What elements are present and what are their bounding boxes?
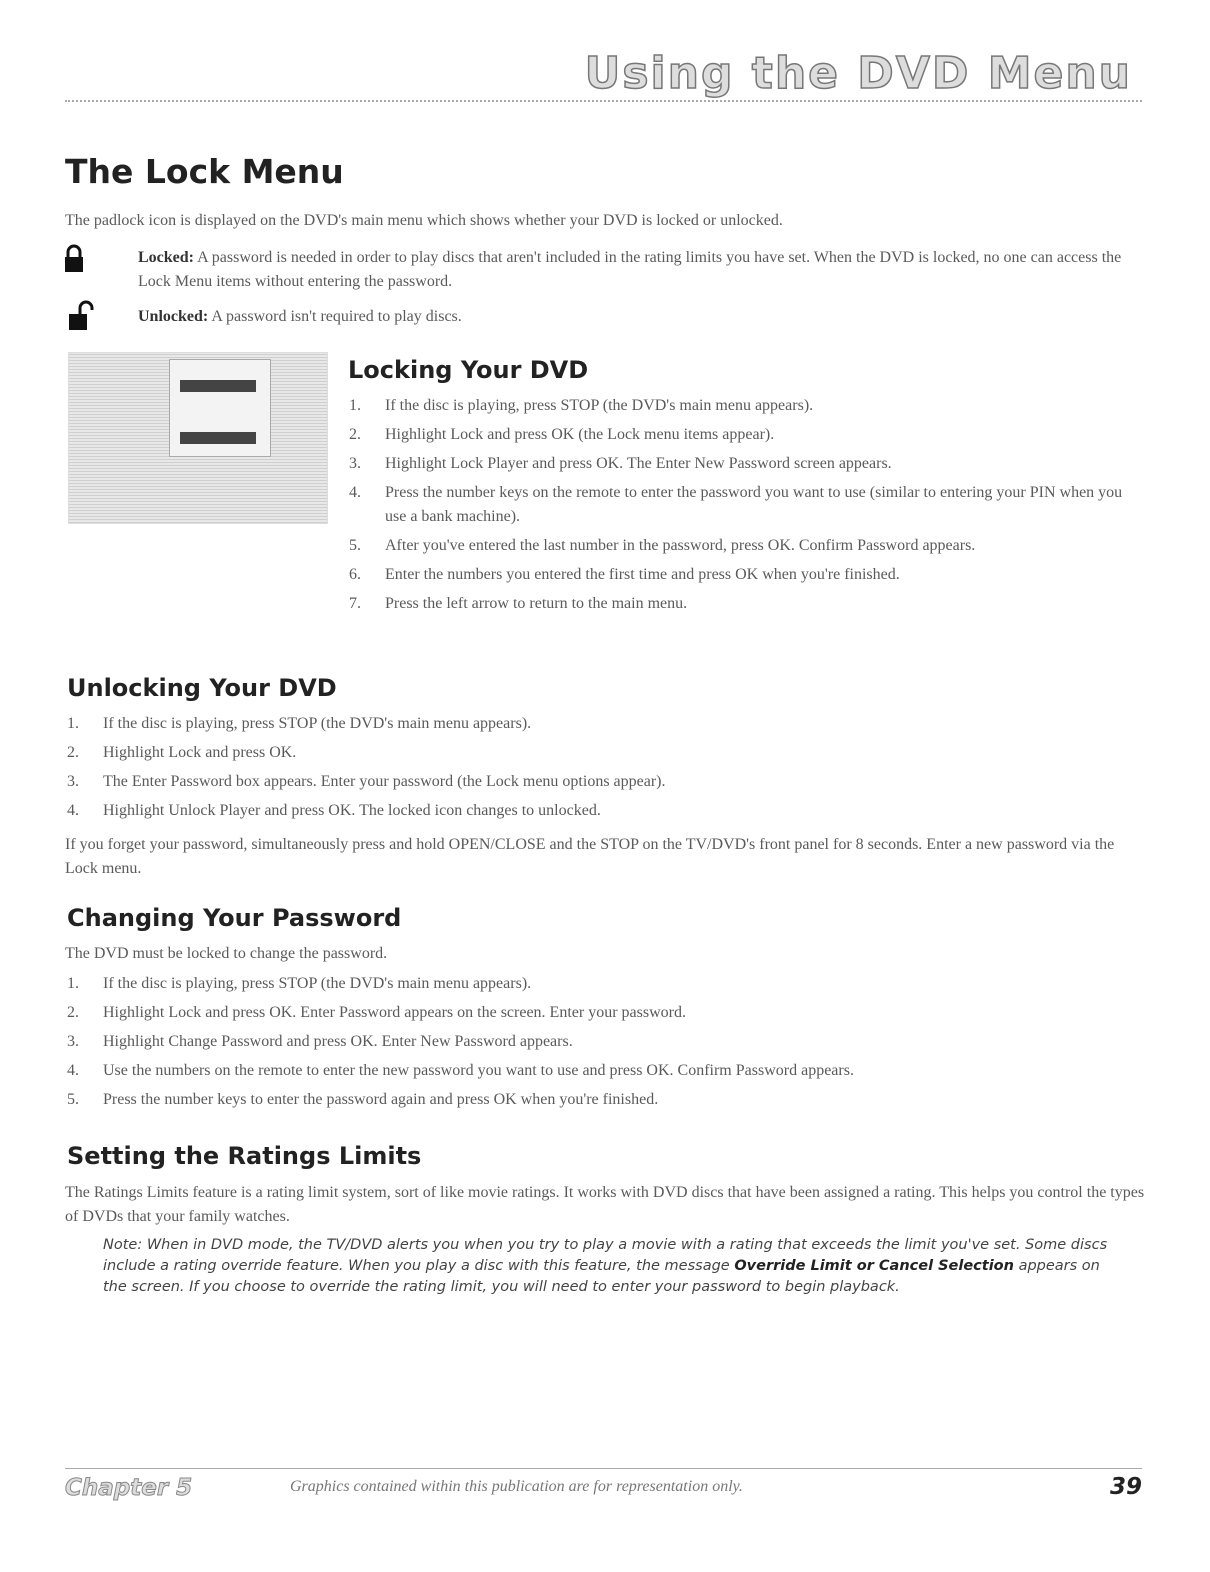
ratings-paragraph: The Ratings Limits feature is a rating limit system, sort of like movie ratings. It works with DVD discs that have been assigned a rating. This helps you control the types of DVDs that your family watches. bbox=[65, 1184, 1145, 1225]
list-item: 2. Highlight Lock and press OK. Enter Password appears on the screen. Enter your password. bbox=[67, 1004, 686, 1021]
override-message: Override Limit or Cancel Selection bbox=[734, 1258, 1014, 1274]
footer-disclaimer: Graphics contained within this publication are for representation only. bbox=[290, 1478, 743, 1495]
locked-padlock-icon bbox=[62, 244, 86, 274]
list-item: 1. If the disc is playing, press STOP (the DVD's main menu appears). bbox=[349, 397, 814, 414]
unlocked-padlock-icon bbox=[64, 300, 94, 332]
list-item: 3. Highlight Change Password and press OK. Enter New Password appears. bbox=[67, 1033, 573, 1050]
list-item: 4. Press the number keys on the remote to enter the password you want to use (similar to entering your PIN when you use a bank machine). bbox=[349, 484, 1123, 525]
footer-divider bbox=[65, 1468, 1142, 1469]
list-item: 2. Highlight Lock and press OK (the Lock menu items appear). bbox=[349, 426, 775, 443]
ratings-heading: Setting the Ratings Limits bbox=[67, 1142, 422, 1170]
list-item: 4. Highlight Unlock Player and press OK. The locked icon changes to unlocked. bbox=[67, 802, 601, 819]
page-number: 39 bbox=[1109, 1474, 1142, 1500]
section-header-title: Using the DVD Menu bbox=[584, 48, 1132, 99]
chapter-label: Chapter 5 bbox=[65, 1475, 193, 1501]
page-title: The Lock Menu bbox=[65, 152, 344, 191]
screenshot-menu-panel bbox=[169, 359, 271, 457]
list-item: 6. Enter the numbers you entered the first time and press OK when you're finished. bbox=[349, 566, 900, 583]
changing-heading: Changing Your Password bbox=[67, 904, 402, 932]
changing-steps bbox=[67, 972, 1147, 1117]
lock-menu-screenshot bbox=[68, 352, 328, 524]
locked-label: Locked: bbox=[138, 249, 194, 266]
locked-description bbox=[138, 246, 1138, 294]
locking-steps bbox=[349, 394, 1139, 621]
list-item: 2. Highlight Lock and press OK. bbox=[67, 744, 297, 761]
unlocking-heading: Unlocking Your DVD bbox=[67, 674, 337, 702]
forgot-password-paragraph: If you forget your password, simultaneously press and hold OPEN/CLOSE and the STOP on the TV/DVD's front panel for 8 seconds. Enter a new password via the Lock menu. bbox=[65, 836, 1115, 877]
changing-intro: The DVD must be locked to change the password. bbox=[65, 945, 388, 962]
list-item: 4. Use the numbers on the remote to enter the new password you want to use and press OK. Confirm Password appears. bbox=[67, 1062, 854, 1079]
list-item: 3. Highlight Lock Player and press OK. The Enter New Password screen appears. bbox=[349, 455, 892, 472]
locking-heading: Locking Your DVD bbox=[348, 356, 589, 384]
intro-paragraph: The padlock icon is displayed on the DVD's main menu which shows whether your DVD is locked or unlocked. bbox=[65, 212, 783, 229]
header-divider bbox=[65, 100, 1142, 102]
unlocked-description bbox=[138, 305, 1138, 329]
unlocked-label: Unlocked: bbox=[138, 308, 209, 325]
unlocking-steps bbox=[67, 712, 1147, 828]
list-item: 5. Press the number keys to enter the password again and press OK when you're finished. bbox=[67, 1091, 659, 1108]
unlocked-text: A password isn't required to play discs. bbox=[211, 308, 462, 325]
list-item: 5. After you've entered the last number in the password, press OK. Confirm Password appears. bbox=[349, 537, 976, 554]
list-item: 1. If the disc is playing, press STOP (the DVD's main menu appears). bbox=[67, 975, 532, 992]
ratings-note: Note: When in DVD mode, the TV/DVD alerts you when you try to play a movie with a rating that exceeds the limit you've set. Some discs include a rating override feature. When you play a disc with this feature, the message Override Limit or Cancel Selection appears on the screen. If you choose to override the rating limit, you will need to enter your password to begin playback. bbox=[103, 1237, 1108, 1295]
list-item: 1. If the disc is playing, press STOP (the DVD's main menu appears). bbox=[67, 715, 532, 732]
list-item: 3. The Enter Password box appears. Enter your password (the Lock menu options appear). bbox=[67, 773, 666, 790]
list-item: 7. Press the left arrow to return to the main menu. bbox=[349, 595, 688, 612]
locked-text: A password is needed in order to play discs that aren't included in the rating limits you have set. When the DVD is locked, no one can access the Lock Menu items without entering the password. bbox=[138, 249, 1122, 290]
